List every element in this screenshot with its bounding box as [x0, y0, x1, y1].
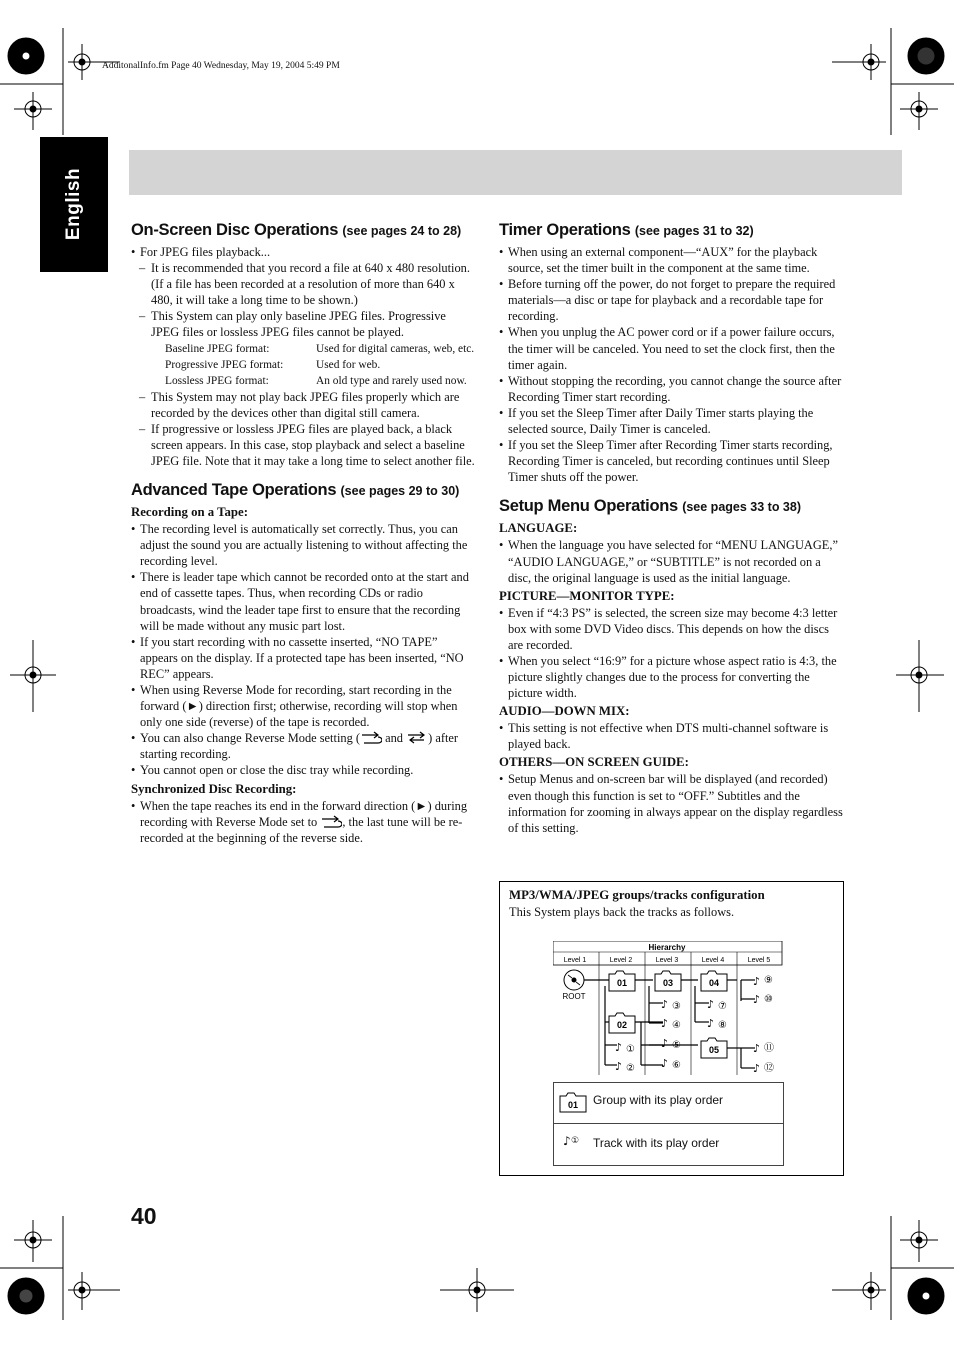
- subheading-language: LANGUAGE:: [499, 521, 578, 536]
- subheading-audio: AUDIO—DOWN MIX:: [499, 704, 630, 719]
- track-number: ⑩: [764, 994, 773, 1005]
- music-note-icon: ♪: [615, 1041, 623, 1054]
- group-number: 05: [708, 1045, 720, 1055]
- file-header-meta: AdditonalInfo.fm Page 40 Wednesday, May 19, 2004 5:49 PM: [102, 61, 340, 71]
- format-desc: Used for web.: [316, 358, 381, 371]
- track-number: ③: [672, 1001, 681, 1012]
- group-number: 03: [662, 978, 674, 988]
- subheading-others: OTHERS—ON SCREEN GUIDE:: [499, 755, 689, 770]
- list-item: • You cannot open or close the disc tray while recording.: [131, 762, 476, 778]
- jpeg-format-table: [165, 341, 474, 389]
- diagram-legend: [553, 1082, 784, 1166]
- music-note-icon: ♪: [661, 1037, 669, 1050]
- folder-icon: [559, 1091, 587, 1113]
- list-item: • Without stopping the recording, you cannot change the source after Recording Timer start recording.: [499, 373, 844, 405]
- list-item: • If you start recording with no cassette inserted, “NO TAPE” appears on the display. If a protected tape has been inserted, “NO REC” appears.: [131, 634, 476, 682]
- music-note-icon: ♪: [661, 1017, 669, 1030]
- legend-group-label: Group with its play order: [593, 1093, 724, 1107]
- root-label: ROOT: [562, 992, 586, 1001]
- subheading-recording: Recording on a Tape:: [131, 505, 248, 520]
- format-desc: Used for digital cameras, web, etc.: [316, 342, 475, 355]
- list-item: • When using an external component—“AUX” for the playback source, set the timer built in the component at the same time.: [499, 244, 844, 276]
- reverse-mode-one-icon: [406, 731, 428, 744]
- config-box-title: MP3/WMA/JPEG groups/tracks configuration: [509, 888, 765, 902]
- group-number: 01: [616, 978, 628, 988]
- track-number: ⑧: [718, 1020, 727, 1031]
- level-label: Level 4: [701, 957, 725, 964]
- page-number: 40: [131, 1203, 157, 1229]
- header-band: [129, 150, 902, 195]
- list-item: • Setup Menus and on-screen bar will be displayed (and recorded) even though this function is set to “OFF.” Subtitles and the information for zooming in always appear on the display regardless of this setting.: [499, 771, 844, 835]
- section-title-tape: Advanced Tape Operations (see pages 29 to 30): [131, 481, 460, 500]
- svg-text:01: 01: [567, 1100, 579, 1110]
- right-column: [499, 220, 844, 836]
- hierarchy-label: Hierarchy: [648, 943, 686, 952]
- music-note-icon: ♪: [753, 993, 761, 1006]
- format-name: Lossless JPEG format:: [165, 374, 269, 387]
- music-note-icon: ♪: [753, 1042, 761, 1055]
- section-title-timer: Timer Operations (see pages 31 to 32): [499, 221, 754, 239]
- level-label: Level 1: [563, 957, 587, 964]
- music-note-icon: ♪: [753, 1062, 761, 1075]
- list-item: • For JPEG files playback...: [131, 244, 476, 260]
- list-item: • The recording level is automatically set correctly. Thus, you can adjust the sound you are actually listening to without affecting the recording level.: [131, 521, 476, 569]
- list-item: • This setting is not effective when DTS multi-channel software is played back.: [499, 720, 844, 752]
- left-column: [131, 220, 476, 846]
- track-number: ⑫: [764, 1063, 774, 1074]
- track-number: ②: [626, 1063, 635, 1074]
- list-item: • When the tape reaches its end in the forward direction (►) during recording with Reverse Mode set to , the last tune will be re-recorded at the beginning of the reverse side.: [131, 798, 476, 846]
- hierarchy-diagram: [553, 941, 783, 1075]
- track-number: ⑨: [764, 975, 773, 986]
- track-number: ⑦: [718, 1001, 727, 1012]
- music-note-icon: ♪: [661, 998, 669, 1011]
- list-item: • Even if “4:3 PS” is selected, the screen size may become 4:3 letter box with some DVD Video discs. This depends on how the discs are recorded.: [499, 605, 844, 653]
- list-item: • You can also change Reverse Mode setting ( and ) after starting recording.: [131, 730, 476, 762]
- music-note-icon: ♪: [563, 1134, 571, 1148]
- track-number: ⑪: [764, 1043, 774, 1054]
- list-item: • If you set the Sleep Timer after Recording Timer starts recording, Recording Timer is canceled, but recording continues until Sleep Timer shuts off the power.: [499, 437, 844, 485]
- legend-group-row: [554, 1083, 783, 1123]
- list-item: • Before turning off the power, do not forget to prepare the required materials—a disc or tape for playback and a recordable tape for recording.: [499, 276, 844, 324]
- track-number: ①: [626, 1044, 635, 1055]
- subheading-picture: PICTURE—MONITOR TYPE:: [499, 588, 675, 603]
- sunburst-mark-top-left: [8, 38, 44, 74]
- legend-track-id: ①: [571, 1136, 580, 1146]
- config-box: [499, 881, 844, 1176]
- language-tab-label: English: [63, 167, 84, 241]
- list-item: • There is leader tape which cannot be recorded onto at the start and end of cassette tapes. Thus, when recording CDs or radio broadcasts, wind the leader tape first to ensure that the recording will be made without any music part lost.: [131, 569, 476, 633]
- format-name: Progressive JPEG format:: [165, 358, 284, 371]
- language-tab: [40, 137, 108, 272]
- list-item: – It is recommended that you record a file at 640 x 480 resolution. (If a file has been recorded at a resolution of more than 640 x 480, it will take a long time to be shown.): [131, 260, 476, 308]
- format-name: Baseline JPEG format:: [165, 342, 270, 355]
- music-note-icon: ♪: [707, 1017, 715, 1030]
- list-item: • When using Reverse Mode for recording, start recording in the forward (►) direction first; otherwise, recording will stop when only one side (reverse) of the tape is recorded.: [131, 682, 476, 730]
- level-label: Level 3: [655, 957, 679, 964]
- reverse-mode-both-icon: [360, 731, 382, 744]
- subheading-sync: Synchronized Disc Recording:: [131, 781, 297, 796]
- list-item: • When the language you have selected for “MENU LANGUAGE,” “AUDIO LANGUAGE,” or “SUBTITLE” is not recorded on a disc, the original language is used as the initial language.: [499, 537, 844, 585]
- format-desc: An old type and rarely used now.: [316, 374, 467, 387]
- track-number: ⑤: [672, 1040, 681, 1051]
- legend-track-label: Track with its play order: [593, 1136, 720, 1150]
- list-item: • When you unplug the AC power cord or if a power failure occurs, the timer will be canceled. You need to set the clock first, then the timer again.: [499, 324, 844, 372]
- level-label: Level 2: [609, 957, 633, 964]
- reverse-mode-both-icon: [320, 815, 342, 828]
- config-box-subtitle: This System plays back the tracks as follows.: [509, 905, 735, 919]
- music-note-icon: ♪: [615, 1060, 623, 1073]
- section-title-disc: On-Screen Disc Operations (see pages 24 to 28): [131, 221, 462, 239]
- legend-track-row: [554, 1123, 783, 1164]
- list-item: – If progressive or lossless JPEG files are played back, a black screen appears. In this case, stop playback and select a baseline JPEG file. Note that it may take a long time to select another file.: [131, 421, 476, 469]
- list-item: – This System can play only baseline JPEG files. Progressive JPEG files or lossless JPEG files cannot be played.: [131, 308, 476, 340]
- music-note-icon: ♪: [661, 1057, 669, 1070]
- group-number: 02: [616, 1020, 628, 1030]
- track-number: ④: [672, 1020, 681, 1031]
- disc-icon: [564, 970, 584, 990]
- group-number: 04: [708, 978, 720, 988]
- section-title-setup: Setup Menu Operations (see pages 33 to 38): [499, 497, 801, 516]
- music-note-icon: ♪: [753, 975, 761, 988]
- list-item: • When you select “16:9” for a picture whose aspect ratio is 4:3, the picture slightly changes due to the process for converting the picture width.: [499, 653, 844, 701]
- track-number: ⑥: [672, 1060, 681, 1071]
- list-item: – This System may not play back JPEG files properly which are recorded by the devices other than digital still camera.: [131, 389, 476, 421]
- level-label: Level 5: [747, 957, 771, 964]
- music-note-icon: ♪: [707, 998, 715, 1011]
- list-item: • If you set the Sleep Timer after Daily Timer starts playing the selected source, Daily Timer is canceled.: [499, 405, 844, 437]
